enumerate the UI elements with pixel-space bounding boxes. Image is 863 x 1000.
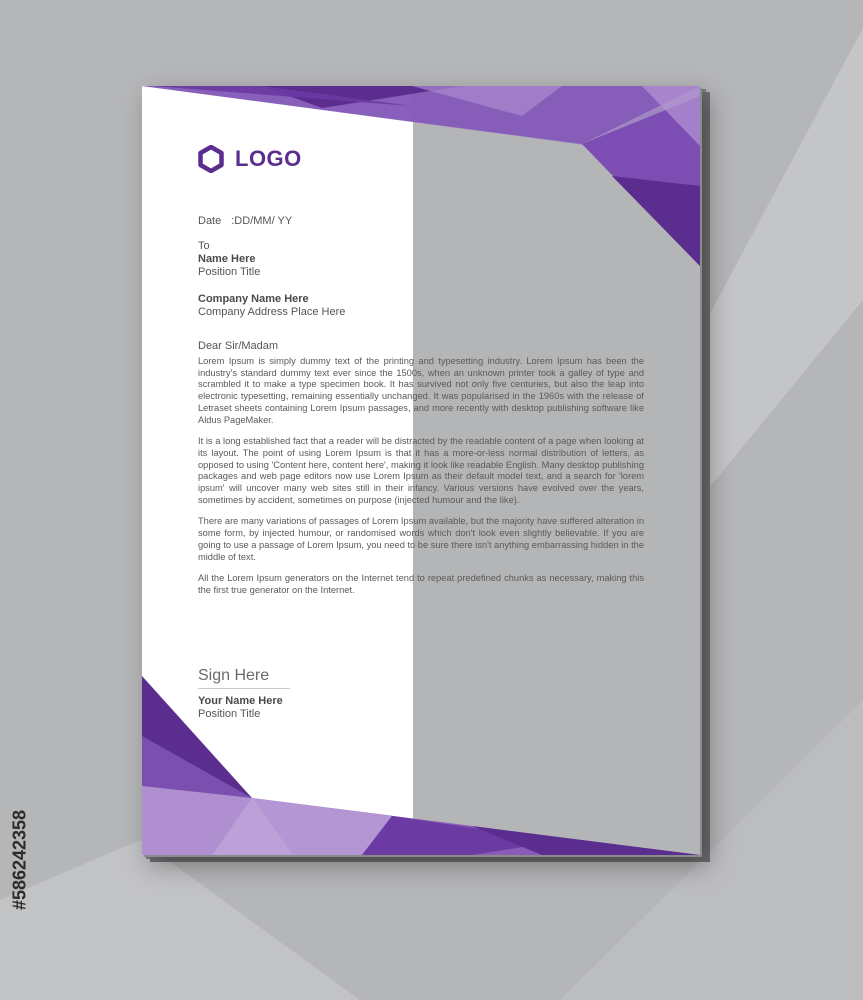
body-paragraph: It is a long established fact that a reader will be distracted by the readable content of a page when looking at its layout. The point of using Lorem Ipsum is that it has a more-or-less normal distribution of letters, as opposed to using 'Content here, content here', making it look like readable English. Many desktop publishing packages and web page editors now use Lorem Ipsum as their default model text, and a search for 'lorem ipsum' will uncover many web sites still in their infancy. Various versions have evolved over the years, sometimes by accident, sometimes on purpose (injected humour and the like). [198,436,644,505]
company-logo [198,144,302,174]
signer-name: Your Name Here [198,695,283,707]
sign-here-label: Sign Here [198,667,290,689]
body-paragraph: All the Lorem Ipsum generators on the Internet tend to repeat predefined chunks as necessary, making this the first true generator on the Internet. [198,573,644,595]
letterhead-page [142,86,700,855]
letter-content [198,214,644,607]
to-label: To [198,240,210,252]
logo-text: LOGO [235,146,302,171]
body-paragraph: Lorem Ipsum is simply dummy text of the printing and typesetting industry. Lorem Ipsum has been the industry's standard dummy text ever since the 1500s, when an unknown printer took a galley of type and scrambled it to make a type specimen book. It has survived not only five centuries, but also the leap into electronic typesetting, remaining essentially unchanged. It was popularised in the 1960s with the release of Letraset sheets containing Lorem Ipsum passages, and more recently with desktop publishing software like Aldus PageMaker. [198,356,644,425]
date-line [198,214,644,228]
recipient-position: Position Title [198,266,261,278]
signer-position: Position Title [198,708,261,720]
recipient-name: Name Here [198,253,256,265]
date-label: Date [198,215,222,227]
recipient-block [198,240,644,279]
company-name: Company Name Here [198,293,309,305]
salutation: Dear Sir/Madam [198,340,279,352]
hexagon-icon [198,145,224,173]
letter-body [198,356,644,597]
stock-id-label: #586242358 [9,809,30,911]
body-paragraph: There are many variations of passages of Lorem Ipsum available, but the majority have suffered alteration in some form, by injected humour, or randomised words which don't look even slightly believable. If you are going to use a passage of Lorem Ipsum, you need to be sure there isn't anything embarrassing hidden in the middle of text. [198,516,644,562]
company-block [198,293,644,319]
signature-block [198,667,290,721]
company-address: Company Address Place Here [198,306,346,318]
date-value: :DD/MM/ YY [231,215,293,227]
